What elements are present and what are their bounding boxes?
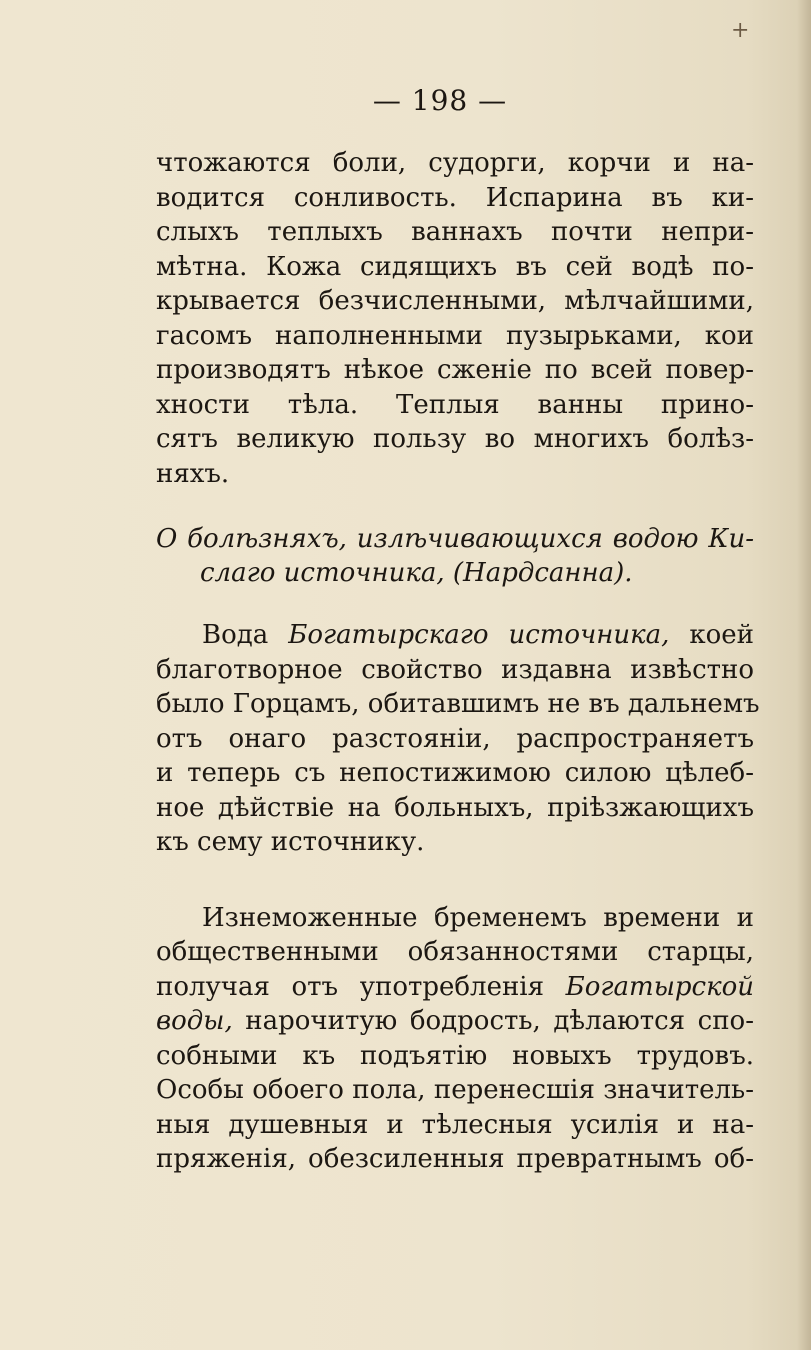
text-line: благотворное свойство издавна извѣстно [156, 655, 754, 685]
text-line: производятъ нѣкое сженіе по всей повер- [156, 355, 754, 385]
text-line: чтожаются боли, судорги, корчи и на- [156, 148, 754, 178]
text-line: Изнеможенные бременемъ времени и [202, 903, 754, 933]
text-line: и теперь съ непостижимою силою цѣлеб- [156, 758, 754, 788]
page-edge-shadow [797, 0, 811, 1350]
text-line: ное дѣйствіе на больныхъ, пріѣзжающихъ [156, 793, 754, 823]
text-line: мѣтна. Кожа сидящихъ въ сей водѣ по- [156, 252, 754, 282]
text-span: коей [689, 620, 755, 650]
text-line: сятъ великую пользу во многихъ болѣз- [156, 424, 754, 454]
paragraph-2-first-line [202, 618, 754, 652]
text-line: было Горцамъ, обитавшимъ не въ дальнемъ [156, 689, 760, 719]
paragraph-3-line-3 [156, 970, 754, 1004]
corner-mark: + [731, 18, 750, 43]
text-span: получая отъ употребленія [156, 972, 545, 1002]
text-line: гасомъ наполненными пузырьками, кои [156, 321, 754, 351]
text-line: пряженія, обезсиленныя превратнымъ об- [156, 1144, 754, 1174]
text-line: Особы обоего пола, перенесшія значитель- [156, 1075, 754, 1105]
italic-span: воды, [156, 1006, 233, 1036]
section-heading-line-2: слаго источника, (Нардсанна). [200, 558, 633, 588]
section-heading-line-1: О болѣзняхъ, излѣчивающихся водою Ки- [156, 524, 754, 554]
text-line: крывается безчисленными, мѣлчайшими, [156, 286, 754, 316]
text-span: Вода [202, 620, 269, 650]
italic-span: Богатырскаго источника, [288, 620, 670, 650]
text-line: водится сонливость. Испарина въ ки- [156, 183, 754, 213]
italic-span: Богатырской [565, 972, 755, 1002]
text-line: хности тѣла. Теплыя ванны прино- [156, 390, 754, 420]
text-line: собными къ подъятію новыхъ трудовъ. [156, 1041, 754, 1071]
text-line: отъ онаго разстояніи, распространяетъ [156, 724, 754, 754]
text-span: нарочитую бодрость, дѣлаются спо- [245, 1006, 754, 1036]
text-line: слыхъ теплыхъ ваннахъ почти непри- [156, 217, 754, 247]
text-line: ныя душевныя и тѣлесныя усилія и на- [156, 1110, 754, 1140]
page-number: — 198 — [372, 84, 508, 117]
text-line: общественными обязанностями старцы, [156, 937, 754, 967]
text-line: къ сему источнику. [156, 827, 425, 857]
paragraph-3-line-4 [156, 1004, 754, 1038]
text-line: няхъ. [156, 459, 230, 489]
